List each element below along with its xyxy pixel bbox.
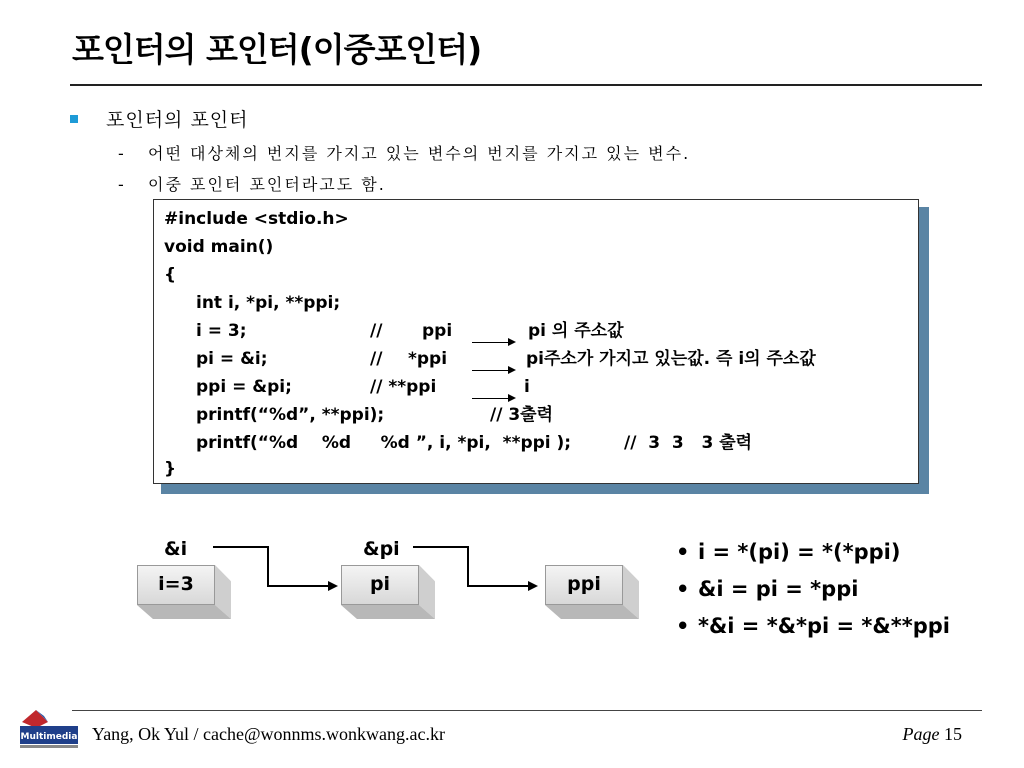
box-label: pi	[341, 565, 419, 605]
code-line: printf(“%d”, **ppi);	[196, 405, 385, 425]
code-line: i = 3;	[196, 321, 247, 341]
code-line: pi = &i;	[196, 349, 268, 369]
equation-item	[676, 540, 900, 564]
sub-bullet-2	[118, 172, 386, 195]
equation-text: i = *(pi) = *(*ppi)	[698, 540, 901, 564]
dash-icon: -	[118, 144, 126, 163]
slide-title: 포인터의 포인터(이중포인터)	[72, 30, 482, 69]
bullet-dot-icon: •	[676, 577, 690, 601]
code-line: {	[164, 265, 177, 285]
footer-divider	[72, 710, 982, 711]
bullet-dot-icon: •	[676, 614, 690, 638]
equation-text: *&i = *&*pi = *&**ppi	[698, 614, 950, 638]
title-divider	[70, 84, 982, 86]
code-line: }	[164, 459, 177, 479]
main-bullet-text: 포인터의 포인터	[106, 109, 249, 131]
equation-item	[676, 614, 950, 638]
code-comment: pi 의 주소값	[528, 321, 624, 341]
arrow-connector	[213, 547, 330, 586]
dash-icon: -	[118, 175, 126, 194]
arrow-line	[472, 342, 510, 343]
code-box	[153, 199, 919, 484]
arrow-line	[472, 398, 510, 399]
code-comment: //	[370, 349, 383, 369]
equation-text: &i = pi = *ppi	[698, 577, 859, 601]
square-bullet-icon	[70, 115, 78, 123]
arrow-right-icon	[328, 581, 338, 591]
code-comment: pi주소가 가지고 있는값. 즉 i의 주소값	[526, 349, 816, 369]
multimedia-logo	[18, 708, 80, 750]
code-comment: //	[370, 321, 383, 341]
code-comment: i	[524, 377, 530, 397]
box-label: ppi	[545, 565, 623, 605]
arrow-right-icon	[528, 581, 538, 591]
code-line: ppi = &pi;	[196, 377, 292, 397]
bullet-dot-icon: •	[676, 540, 690, 564]
sub-bullet-text: 이중 포인터 포인터라고도 함.	[148, 175, 386, 194]
code-comment: // 3 3 3 출력	[624, 433, 753, 453]
address-label-pi: &pi	[363, 538, 400, 560]
arrow-right-icon	[508, 394, 516, 402]
box-bottom	[341, 605, 435, 619]
logo-text: Multimedia	[20, 732, 78, 742]
arrow-right-icon	[508, 366, 516, 374]
code-comment: *ppi	[408, 349, 448, 369]
arrow-line	[472, 370, 510, 371]
box-bottom	[545, 605, 639, 619]
page-label: Page	[902, 724, 940, 744]
code-line: #include <stdio.h>	[164, 209, 349, 229]
sub-bullet-1	[118, 141, 690, 164]
box-bottom	[137, 605, 231, 619]
code-comment: // 3출력	[490, 405, 554, 425]
code-comment: // **ppi	[370, 377, 437, 397]
sub-bullet-text: 어떤 대상체의 번지를 가지고 있는 변수의 번지를 가지고 있는 변수.	[148, 144, 691, 163]
code-comment: ppi	[422, 321, 453, 341]
code-line: void main()	[164, 237, 274, 257]
arrow-right-icon	[508, 338, 516, 346]
address-label-i: &i	[164, 538, 188, 560]
code-line: int i, *pi, **ppi;	[196, 293, 341, 313]
code-line: printf(“%d %d %d ”, i, *pi, **ppi );	[196, 433, 572, 453]
footer-author: Yang, Ok Yul / cache@wonnms.wonkwang.ac.kr	[92, 724, 446, 744]
box-label: i=3	[137, 565, 215, 605]
page-number: 15	[944, 724, 962, 744]
footer-page	[903, 724, 962, 745]
equation-item	[676, 577, 858, 601]
